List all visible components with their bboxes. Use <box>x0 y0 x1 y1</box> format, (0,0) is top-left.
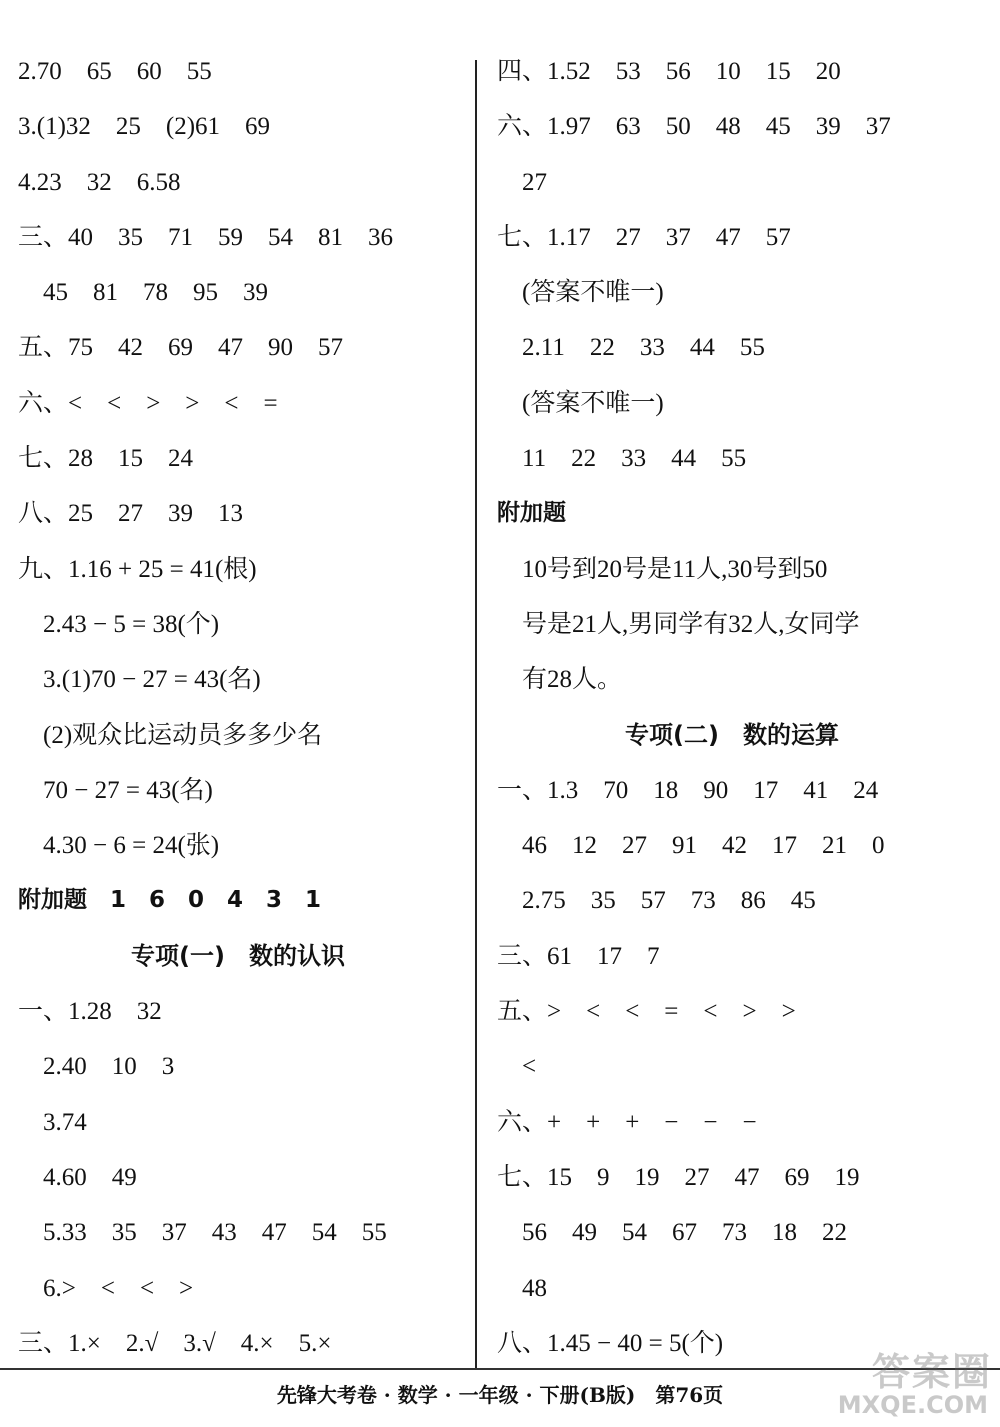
answer-line: < <box>497 1053 537 1081</box>
left-column <box>18 44 458 1371</box>
answer-line: 九、1.16 + 25 = 41(根) <box>18 555 257 583</box>
answer-line: 八、1.45 − 40 = 5(个) <box>497 1329 724 1357</box>
answer-line: 七、28 15 24 <box>18 445 194 473</box>
answer-line: 五、> < < = < > > <box>497 998 796 1026</box>
answer-line: 七、1.17 27 37 47 57 <box>497 223 791 251</box>
page-footer: 先锋大考卷 · 数学 · 一年级 · 下册(B版) 第76页 <box>276 1383 724 1407</box>
answer-line: 2.40 10 3 <box>18 1053 175 1081</box>
answer-line: 五、75 42 69 47 90 57 <box>18 334 344 362</box>
answer-line: 11 22 33 44 55 <box>497 445 747 473</box>
answer-line: 3.(1)70 − 27 = 43(名) <box>18 666 261 694</box>
answer-line: 4.30 − 6 = 24(张) <box>18 832 220 860</box>
answer-line: 4.23 32 6.58 <box>18 168 181 196</box>
answer-line: 27 <box>497 168 548 196</box>
answer-line: 2.43 − 5 = 38(个) <box>18 610 220 638</box>
answer-line: 三、40 35 71 59 54 81 36 <box>18 223 394 251</box>
answer-line: 10号到20号是11人,30号到50 <box>497 555 828 583</box>
answer-line: 3.74 <box>18 1108 87 1136</box>
bonus-question-heading: 附加题 <box>497 500 566 527</box>
answer-line: 4.60 49 <box>18 1163 137 1191</box>
answer-line: 6.> < < > <box>18 1274 194 1302</box>
answer-line: 56 49 54 67 73 18 22 <box>497 1219 848 1247</box>
answer-line: 号是21人,男同学有32人,女同学 <box>497 610 860 638</box>
answer-line: 六、+ + + − − − <box>497 1108 757 1136</box>
answer-line: 三、1.× 2.√ 3.√ 4.× 5.× <box>18 1329 332 1357</box>
answer-line: 46 12 27 91 42 17 21 0 <box>497 832 885 860</box>
answer-line: 一、1.28 32 <box>18 998 162 1026</box>
answer-line: (答案不唯一) <box>497 279 664 307</box>
answer-line: 2.70 65 60 55 <box>18 58 212 85</box>
answer-line: 四、1.52 53 56 10 15 20 <box>497 58 841 85</box>
answer-line: (2)观众比运动员多多少名 <box>18 721 323 749</box>
section-heading: 专项(一) 数的认识 <box>131 941 345 970</box>
answer-line: 3.(1)32 25 (2)61 69 <box>18 113 271 141</box>
answer-line: 45 81 78 95 39 <box>18 279 269 307</box>
column-divider <box>475 60 477 1370</box>
watermark-text: 答案圈 <box>871 1350 992 1394</box>
section-heading: 专项(二) 数的运算 <box>625 720 839 749</box>
answer-line: 六、1.97 63 50 48 45 39 37 <box>497 113 891 141</box>
answer-line: 七、15 9 19 27 47 69 19 <box>497 1163 860 1191</box>
right-column <box>497 44 967 1371</box>
answer-line: 一、1.3 70 18 90 17 41 24 <box>497 776 879 804</box>
answer-line: 六、< < > > < = <box>18 389 278 417</box>
answer-line: 70 − 27 = 43(名) <box>18 776 213 804</box>
answer-line: 2.11 22 33 44 55 <box>497 334 765 362</box>
answer-line: 有28人。 <box>497 666 623 694</box>
watermark-logo <box>832 1341 992 1421</box>
watermark-url: MXQE.COM <box>837 1391 988 1419</box>
answer-line: 48 <box>497 1274 548 1302</box>
answer-line: (答案不唯一) <box>497 389 664 417</box>
answer-line: 八、25 27 39 13 <box>18 500 244 528</box>
answer-line: 2.75 35 57 73 86 45 <box>497 887 816 915</box>
bonus-question-line: 附加题 1 6 0 4 3 1 <box>18 887 322 914</box>
answer-line: 三、61 17 7 <box>497 942 660 970</box>
answer-line: 5.33 35 37 43 47 54 55 <box>18 1219 387 1247</box>
